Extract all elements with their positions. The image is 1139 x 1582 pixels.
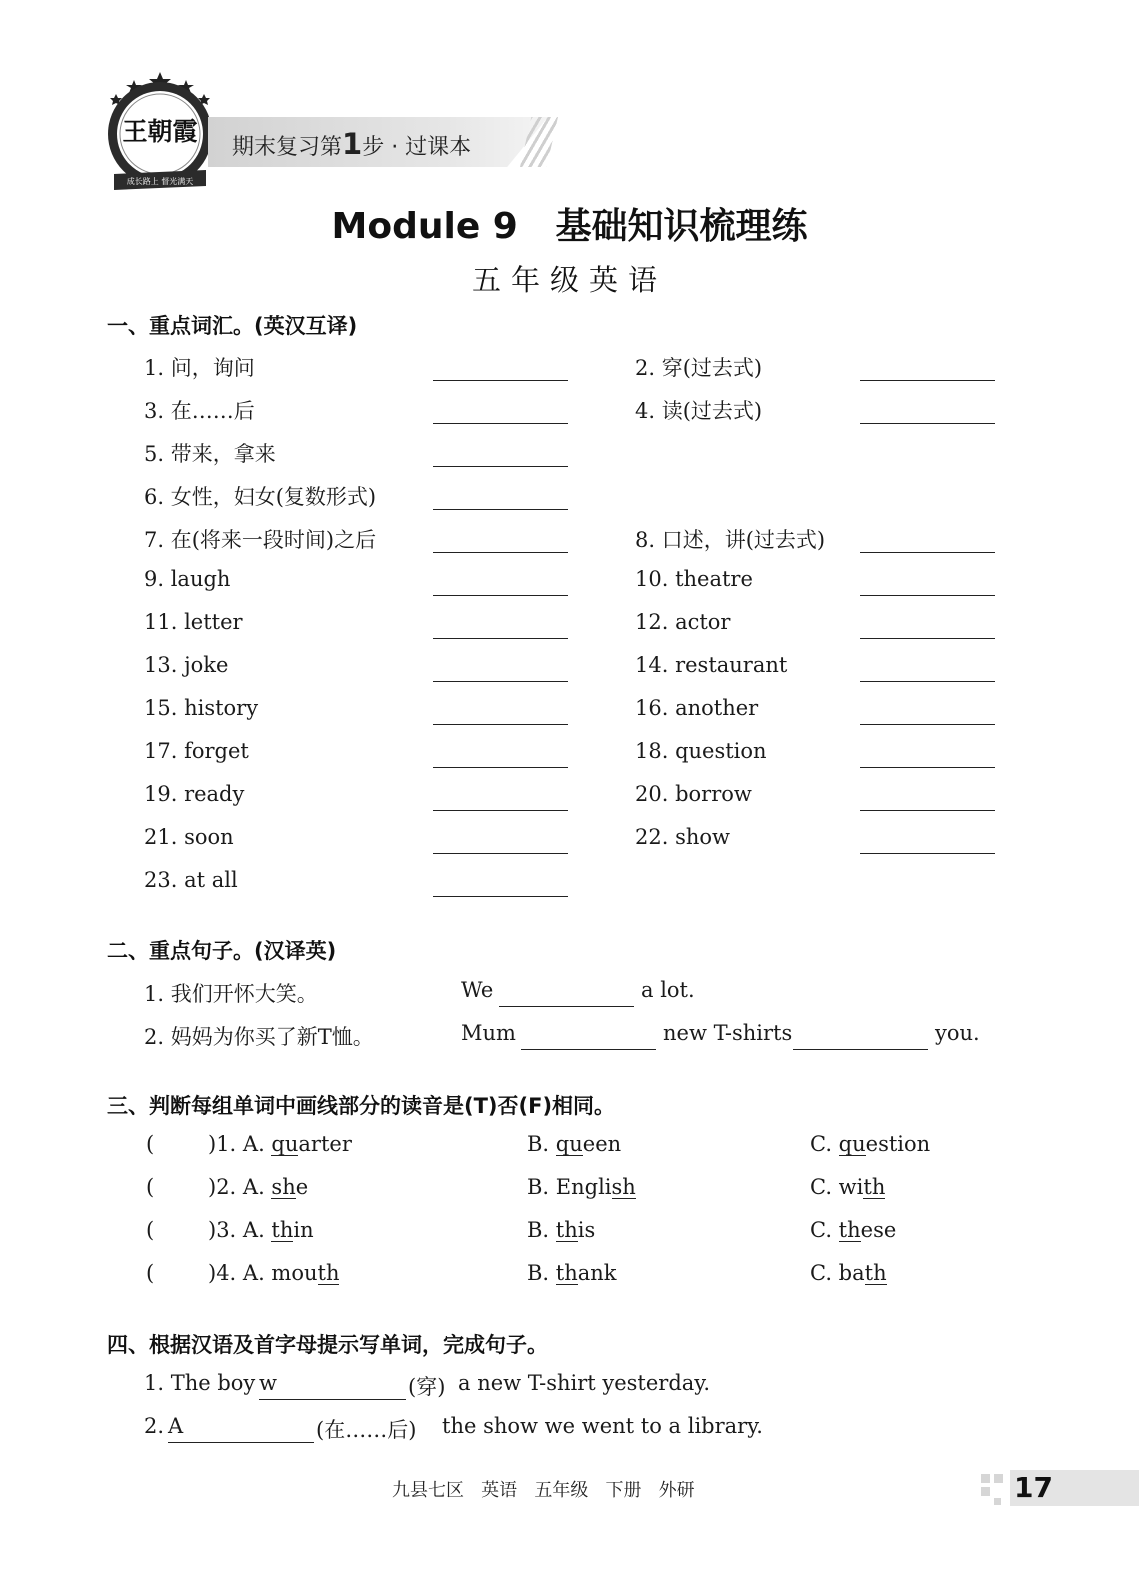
judge-paren[interactable]: ( [146, 1218, 155, 1242]
answer-blank[interactable] [433, 724, 568, 725]
vocab-item: 5. 带来，拿来 [144, 442, 276, 466]
answer-blank[interactable] [860, 853, 995, 854]
answer-blank[interactable] [499, 1006, 634, 1007]
answer-blank[interactable] [433, 423, 568, 424]
judge-paren[interactable]: ( [146, 1261, 155, 1285]
fill-first-letter: w [259, 1371, 277, 1395]
fill-hint: (在……后) [316, 1418, 417, 1442]
vocab-item: 9. laugh [144, 567, 231, 591]
vocab-item: 21. soon [144, 825, 234, 849]
answer-blank[interactable] [433, 552, 568, 553]
answer-blank[interactable] [860, 595, 995, 596]
section-heading-vocabulary: 一、重点词汇。(英汉互译) [107, 314, 358, 338]
vocab-item: 8. 口述，讲(过去式) [635, 528, 826, 552]
judge-paren[interactable]: ( [146, 1132, 155, 1156]
answer-blank[interactable] [433, 509, 568, 510]
decor-square [994, 1498, 1001, 1505]
vocab-item: 20. borrow [635, 782, 752, 806]
vocab-item: 10. theatre [635, 567, 753, 591]
sentence-english-part: We [461, 978, 494, 1002]
sentence-english-part: a lot. [641, 978, 695, 1002]
phonics-option-a: )4. A. mouth [208, 1261, 340, 1285]
vocab-item: 14. restaurant [635, 653, 788, 677]
phonics-option-a: )1. A. quarter [208, 1132, 352, 1156]
section-heading-phonics: 三、判断每组单词中画线部分的读音是(T)否(F)相同。 [107, 1094, 616, 1118]
sentence-chinese: 1. 我们开怀大笑。 [144, 982, 318, 1006]
answer-blank[interactable] [793, 1049, 928, 1050]
fill-sentence-pre: 1. The boy [144, 1371, 256, 1395]
fill-hint: (穿) [408, 1375, 446, 1399]
publisher-logo [104, 70, 216, 196]
svg-text:成长路上 督光满天: 成长路上 督光满天 [126, 177, 194, 186]
vocab-item: 6. 女性，妇女(复数形式) [144, 485, 377, 509]
phonics-option-b: B. this [527, 1218, 596, 1242]
answer-blank[interactable] [860, 724, 995, 725]
vocab-item: 13. joke [144, 653, 229, 677]
phonics-option-b: B. thank [527, 1261, 617, 1285]
decor-square [994, 1474, 1003, 1483]
answer-blank[interactable] [433, 638, 568, 639]
phonics-option-b: B. English [527, 1175, 636, 1199]
vocab-item: 23. at all [144, 868, 238, 892]
sentence-english-part: new T-shirts [663, 1021, 793, 1045]
answer-blank[interactable] [860, 380, 995, 381]
page-number: 17 [1014, 1471, 1053, 1504]
phonics-option-c: C. these [810, 1218, 897, 1242]
footer-text: 九县七区 英语 五年级 下册 外研 [392, 1480, 695, 1501]
answer-blank[interactable] [433, 810, 568, 811]
fill-sentence-post: the show we went to a library. [442, 1414, 763, 1438]
answer-blank[interactable] [259, 1399, 406, 1400]
answer-blank[interactable] [433, 853, 568, 854]
answer-blank[interactable] [860, 423, 995, 424]
sentence-english-part: Mum [461, 1021, 516, 1045]
vocab-item: 2. 穿(过去式) [635, 356, 763, 380]
vocab-item: 11. letter [144, 610, 243, 634]
vocab-item: 1. 问，询问 [144, 356, 255, 380]
sentence-chinese: 2. 妈妈为你买了新T恤。 [144, 1025, 374, 1049]
answer-blank[interactable] [433, 681, 568, 682]
answer-blank[interactable] [433, 380, 568, 381]
svg-text:王朝霞: 王朝霞 [122, 117, 198, 146]
answer-blank[interactable] [433, 595, 568, 596]
decor-square [981, 1487, 990, 1496]
header-banner-text: 期末复习第1步 · 过课本 [232, 127, 472, 161]
vocab-item: 22. show [635, 825, 730, 849]
vocab-item: 4. 读(过去式) [635, 399, 763, 423]
page-title: Module 9 基础知识梳理练 [331, 206, 808, 247]
vocab-item: 15. history [144, 696, 259, 720]
section-heading-fill-words: 四、根据汉语及首字母提示写单词，完成句子。 [107, 1333, 548, 1357]
phonics-option-c: C. bath [810, 1261, 887, 1285]
judge-paren[interactable]: ( [146, 1175, 155, 1199]
answer-blank[interactable] [860, 552, 995, 553]
answer-blank[interactable] [433, 896, 568, 897]
phonics-option-a: )3. A. thin [208, 1218, 314, 1242]
vocab-item: 18. question [635, 739, 767, 763]
phonics-option-b: B. queen [527, 1132, 622, 1156]
phonics-option-a: )2. A. she [208, 1175, 309, 1199]
answer-blank[interactable] [168, 1442, 314, 1443]
vocab-item: 17. forget [144, 739, 249, 763]
phonics-option-c: C. question [810, 1132, 931, 1156]
answer-blank[interactable] [860, 810, 995, 811]
vocab-item: 12. actor [635, 610, 731, 634]
vocab-item: 19. ready [144, 782, 245, 806]
answer-blank[interactable] [433, 767, 568, 768]
decor-square [981, 1474, 990, 1483]
answer-blank[interactable] [860, 681, 995, 682]
fill-sentence-pre: 2. [144, 1414, 165, 1438]
sentence-english-part: you. [935, 1021, 980, 1045]
vocab-item: 16. another [635, 696, 759, 720]
answer-blank[interactable] [860, 638, 995, 639]
vocab-item: 3. 在……后 [144, 399, 255, 423]
page-subtitle: 五年级英语 [471, 263, 667, 297]
answer-blank[interactable] [433, 466, 568, 467]
answer-blank[interactable] [860, 767, 995, 768]
phonics-option-c: C. with [810, 1175, 886, 1199]
vocab-item: 7. 在(将来一段时间)之后 [144, 528, 377, 552]
fill-sentence-post: a new T-shirt yesterday. [458, 1371, 711, 1395]
fill-first-letter: A [168, 1414, 184, 1438]
answer-blank[interactable] [521, 1049, 656, 1050]
section-heading-sentences: 二、重点句子。(汉译英) [107, 939, 337, 963]
